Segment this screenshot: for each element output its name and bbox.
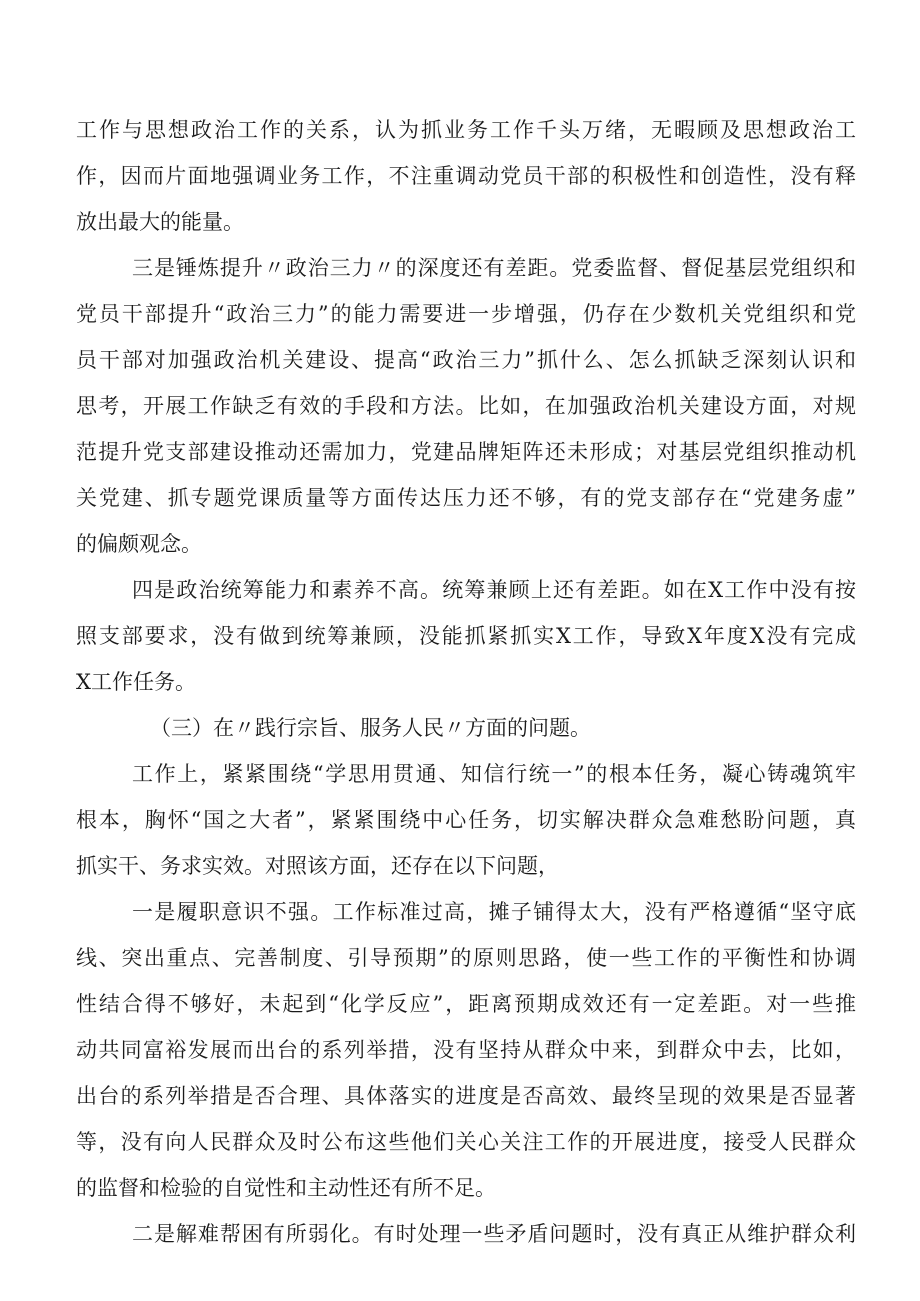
text-line: 抓实干、务求实效。对照该方面，还存在以下问题， (76, 854, 559, 878)
paragraph-start-line: 三是锤炼提升〃政治三力〃的深度还有差距。党委监督、督促基层党组织和 (132, 256, 856, 280)
text-line: 的偏颇观念。 (76, 532, 202, 556)
paragraph-start-line: 工作上，紧紧围绕“学思用贯通、知信行统一”的根本任务，凝心铸魂筑牢 (132, 762, 856, 786)
text-line: 性结合得不够好，未起到“化学反应”，距离预期成效还有一定差距。对一些推 (76, 992, 856, 1016)
text-line: 出台的系列举措是否合理、具体落实的进度是否高效、最终呈现的效果是否显著 (76, 1084, 856, 1108)
paragraph-start-line: 二是解难帮困有所弱化。有时处理一些矛盾问题时，没有真正从维护群众利 (132, 1222, 856, 1246)
text-line: 思考，开展工作缺乏有效的手段和方法。比如，在加强政治机关建设方面，对规 (76, 394, 856, 418)
text-line: 党员干部提升“政治三力”的能力需要进一步增强，仍存在少数机关党组织和党 (76, 302, 856, 326)
text-line: 照支部要求，没有做到统筹兼顾，没能抓紧抓实X工作，导致X年度X没有完成 (76, 624, 856, 648)
text-line: 放出最大的能量。 (76, 210, 244, 234)
text-line: 等，没有向人民群众及时公布这些他们关心关注工作的开展进度，接受人民群众 (76, 1130, 856, 1154)
text-line: 员干部对加强政治机关建设、提高“政治三力”抓什么、怎么抓缺乏深刻认识和 (76, 348, 856, 372)
text-line: 工作与思想政治工作的关系，认为抓业务工作千头万绪，无暇顾及思想政治工 (76, 118, 856, 142)
section-heading: （三）在〃践行宗旨、服务人民〃方面的问题。 (150, 716, 591, 740)
text-line: 作，因而片面地强调业务工作，不注重调动党员干部的积极性和创造性，没有释 (76, 164, 856, 188)
text-line: 范提升党支部建设推动还需加力，党建品牌矩阵还未形成；对基层党组织推动机 (76, 440, 856, 464)
text-line: 线、突出重点、完善制度、引导预期”的原则思路，使一些工作的平衡性和协调 (76, 946, 856, 970)
text-line: 根本，胸怀“国之大者”，紧紧围绕中心任务，切实解决群众急难愁盼问题，真 (76, 808, 856, 832)
paragraph-start-line: 四是政治统筹能力和素养不高。统筹兼顾上还有差距。如在X工作中没有按 (132, 578, 856, 602)
text-line: 关党建、抓专题党课质量等方面传达压力还不够，有的党支部存在“党建务虚” (76, 486, 856, 510)
paragraph-start-line: 一是履职意识不强。工作标准过高，摊子铺得太大，没有严格遵循“坚守底 (132, 900, 856, 924)
text-line: X工作任务。 (76, 670, 196, 694)
text-line: 的监督和检验的自觉性和主动性还有所不足。 (76, 1176, 496, 1200)
text-line: 动共同富裕发展而出台的系列举措，没有坚持从群众中来，到群众中去，比如， (76, 1038, 856, 1062)
